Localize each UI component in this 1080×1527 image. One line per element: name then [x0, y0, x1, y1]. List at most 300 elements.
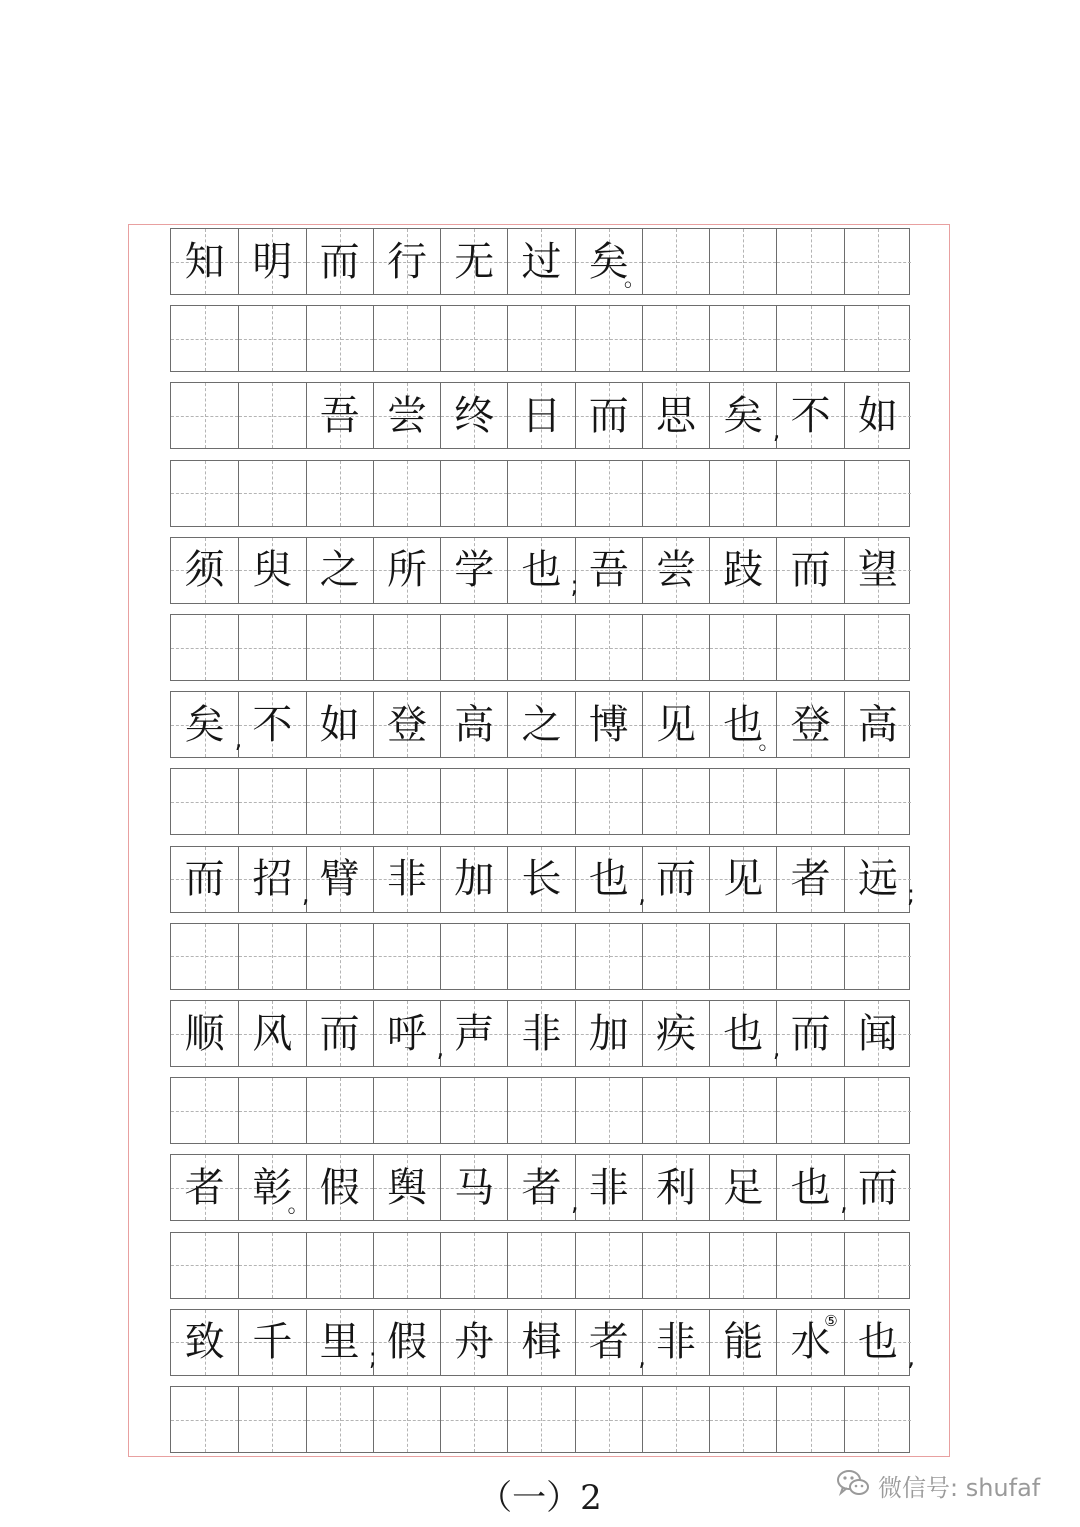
character-cell	[373, 229, 440, 294]
punctuation-mark: ,	[772, 416, 781, 445]
practice-cell	[776, 306, 843, 371]
character-cell	[575, 692, 642, 757]
punctuation-mark: ,	[301, 879, 310, 908]
practice-cell	[575, 1387, 642, 1452]
punctuation-mark: ,	[638, 1342, 646, 1371]
character-cell	[642, 1001, 709, 1066]
practice-cell	[238, 615, 305, 680]
character-cell	[642, 1155, 709, 1220]
character-cell	[306, 847, 373, 912]
character: 招	[252, 856, 293, 903]
character-cell	[642, 692, 709, 757]
practice-cell	[709, 306, 776, 371]
practice-cell	[776, 924, 843, 989]
character-cell	[642, 847, 709, 912]
punctuation-mark: ,	[570, 1188, 579, 1217]
watermark	[836, 1468, 1040, 1502]
character: 也	[857, 1319, 898, 1366]
character-cell	[776, 1001, 843, 1066]
character: 者	[521, 1164, 562, 1211]
character-cell	[642, 383, 709, 448]
character: 如	[319, 701, 360, 748]
character: 非	[521, 1010, 562, 1057]
character: 也	[588, 856, 629, 903]
punctuation-mark: 。	[758, 730, 781, 756]
character: 呼	[386, 1010, 427, 1057]
character	[171, 383, 238, 448]
character-cell	[575, 1310, 646, 1375]
character	[643, 229, 709, 294]
practice-cell	[776, 1078, 843, 1143]
character-cell	[507, 847, 574, 912]
punctuation-mark: ,	[638, 879, 646, 908]
character-cell	[306, 383, 373, 448]
character: 尝	[386, 392, 427, 439]
character-cell	[373, 538, 440, 603]
character	[710, 229, 776, 294]
character: 声	[454, 1010, 495, 1057]
character: 水	[790, 1319, 831, 1366]
character-cell	[776, 1155, 848, 1220]
character: 长	[521, 856, 562, 903]
character: 而	[319, 1010, 360, 1057]
character-cell	[171, 383, 238, 448]
character: 而	[319, 238, 360, 285]
character: 致	[184, 1319, 225, 1366]
practice-cell	[507, 1078, 574, 1143]
practice-cell	[709, 1387, 776, 1452]
character-cell	[440, 692, 507, 757]
character: 加	[588, 1010, 629, 1057]
character: 无	[454, 238, 495, 285]
practice-cell	[306, 924, 373, 989]
character: 登	[790, 701, 831, 748]
punctuation-mark: ,	[772, 1034, 781, 1062]
page-number: （一）2	[478, 1478, 602, 1518]
text-row	[170, 1154, 910, 1221]
character: 非	[386, 856, 427, 903]
character: 见	[723, 856, 764, 903]
character: 吾	[319, 392, 360, 439]
practice-cell	[709, 769, 776, 834]
practice-cell	[238, 461, 305, 526]
character-cell	[642, 538, 709, 603]
practice-cell	[507, 1233, 574, 1298]
character-cell	[575, 383, 642, 448]
practice-cell	[844, 769, 911, 834]
watermark-text: 微信号: shufaf	[878, 1473, 1041, 1502]
character: 假	[319, 1164, 360, 1211]
character-cell	[776, 538, 843, 603]
practice-cell	[575, 461, 642, 526]
character: 所	[386, 547, 427, 594]
practice-cell	[373, 924, 440, 989]
practice-cell	[440, 1233, 507, 1298]
footnote-marker: ⑤	[824, 1311, 838, 1330]
character: 利	[656, 1164, 697, 1211]
practice-cell	[171, 1387, 238, 1452]
punctuation-mark: ,	[234, 725, 243, 754]
character: 望	[857, 547, 898, 594]
character	[239, 383, 305, 448]
character: 而	[790, 1010, 831, 1057]
character-cell	[575, 1155, 642, 1220]
practice-cell	[709, 1233, 776, 1298]
character: 足	[723, 1164, 764, 1211]
practice-cell	[642, 1387, 709, 1452]
practice-cell	[373, 769, 440, 834]
character-cell	[238, 229, 305, 294]
character: 千	[252, 1319, 293, 1366]
character-cell	[507, 1001, 574, 1066]
character-cell	[306, 1310, 377, 1375]
practice-cell	[642, 306, 709, 371]
practice-cell	[440, 769, 507, 834]
character-cell	[507, 692, 574, 757]
character: 能	[723, 1319, 764, 1366]
character: 博	[588, 701, 629, 748]
character: 马	[454, 1164, 495, 1211]
practice-cell	[507, 615, 574, 680]
character-cell	[507, 1155, 579, 1220]
blank-practice-row	[170, 614, 910, 681]
character: 臾	[252, 547, 293, 594]
practice-cell	[440, 615, 507, 680]
character-cell	[776, 1310, 843, 1375]
character-cell	[171, 1001, 238, 1066]
character: 者	[184, 1164, 225, 1211]
practice-cell	[238, 306, 305, 371]
practice-cell	[507, 1387, 574, 1452]
practice-cell	[171, 1233, 238, 1298]
character-cell	[776, 692, 843, 757]
blank-practice-row	[170, 1386, 910, 1453]
character: 顺	[184, 1010, 225, 1057]
character-cell	[844, 1310, 915, 1375]
character-cell	[709, 538, 776, 603]
character-cell	[575, 538, 642, 603]
practice-cell	[776, 769, 843, 834]
character-cell	[709, 1310, 776, 1375]
character-cell	[844, 383, 911, 448]
character-cell	[171, 1155, 238, 1220]
character: 而	[184, 856, 225, 903]
character: 加	[454, 856, 495, 903]
character: 高	[454, 701, 495, 748]
character: 知	[184, 238, 225, 285]
character: 而	[656, 856, 697, 903]
character-cell	[844, 692, 911, 757]
character-cell	[844, 1155, 911, 1220]
character-cell	[709, 847, 776, 912]
character: 矣	[184, 701, 225, 748]
character-cell	[709, 1001, 781, 1066]
character: 矣	[723, 392, 764, 439]
blank-practice-row	[170, 1232, 910, 1299]
character-cell	[171, 1310, 238, 1375]
practice-cell	[844, 461, 911, 526]
practice-cell	[238, 1387, 305, 1452]
practice-cell	[306, 615, 373, 680]
blank-practice-row	[170, 305, 910, 372]
practice-cell	[373, 1078, 440, 1143]
character-cell	[373, 1155, 440, 1220]
practice-cell	[306, 769, 373, 834]
character: 而	[588, 392, 629, 439]
practice-cell	[642, 615, 709, 680]
character-cell	[709, 229, 776, 294]
character: 跂	[723, 547, 764, 594]
character: 吾	[588, 547, 629, 594]
character: 尝	[656, 547, 697, 594]
character-cell	[238, 847, 310, 912]
character: 而	[790, 547, 831, 594]
punctuation-mark: ,	[840, 1188, 848, 1217]
practice-cell	[642, 461, 709, 526]
character: 如	[857, 392, 898, 439]
character-cell	[373, 383, 440, 448]
character-cell	[507, 1310, 574, 1375]
character: 非	[588, 1164, 629, 1211]
practice-cell	[171, 924, 238, 989]
punctuation-mark: ,	[436, 1034, 445, 1062]
character-cell	[776, 229, 843, 294]
punctuation-mark: ;	[570, 570, 579, 599]
character-cell	[776, 847, 843, 912]
character: 彰	[252, 1164, 293, 1211]
character-cell	[844, 538, 911, 603]
character: 日	[521, 392, 562, 439]
character: 也	[723, 701, 764, 748]
character-cell	[306, 1001, 373, 1066]
character: 舆	[386, 1164, 427, 1211]
punctuation-mark: ;	[906, 879, 915, 908]
practice-cell	[709, 461, 776, 526]
practice-cell	[575, 1078, 642, 1143]
text-row	[170, 846, 915, 913]
practice-cell	[306, 1233, 373, 1298]
character-cell	[709, 383, 781, 448]
practice-cell	[776, 1233, 843, 1298]
character: 风	[252, 1010, 293, 1057]
practice-cell	[776, 461, 843, 526]
character-cell	[575, 229, 646, 294]
character-cell	[238, 383, 305, 448]
character: 学	[454, 547, 495, 594]
practice-cell	[642, 1078, 709, 1143]
practice-cell	[844, 615, 911, 680]
character-cell	[440, 383, 507, 448]
character: 里	[319, 1319, 360, 1366]
character-cell	[306, 538, 373, 603]
character-cell	[306, 229, 373, 294]
character-cell	[440, 1155, 507, 1220]
practice-cell	[306, 306, 373, 371]
character: 之	[319, 547, 360, 594]
practice-cell	[306, 1078, 373, 1143]
text-row	[170, 1000, 910, 1067]
blank-practice-row	[170, 460, 910, 527]
practice-cell	[238, 1078, 305, 1143]
practice-cell	[171, 1078, 238, 1143]
character: 行	[386, 238, 427, 285]
character-cell	[642, 1310, 709, 1375]
character: 假	[386, 1319, 427, 1366]
practice-cell	[575, 615, 642, 680]
character-cell	[642, 229, 709, 294]
character: 矣	[588, 238, 629, 285]
practice-cell	[373, 306, 440, 371]
practice-cell	[440, 306, 507, 371]
character-cell	[238, 692, 305, 757]
character: 终	[454, 392, 495, 439]
blank-practice-row	[170, 923, 910, 990]
character-cell	[171, 692, 243, 757]
character	[777, 229, 843, 294]
practice-cell	[844, 1078, 911, 1143]
character-cell	[507, 383, 574, 448]
character-cell	[709, 692, 781, 757]
character: 见	[656, 701, 697, 748]
practice-cell	[373, 461, 440, 526]
character-cell	[776, 383, 843, 448]
character: 过	[521, 238, 562, 285]
punctuation-mark: 。	[623, 267, 646, 292]
practice-cell	[709, 1078, 776, 1143]
practice-cell	[440, 1387, 507, 1452]
character: 臂	[319, 856, 360, 903]
text-row	[170, 1309, 915, 1376]
practice-cell	[642, 924, 709, 989]
practice-cell	[373, 615, 440, 680]
practice-cell	[507, 769, 574, 834]
practice-cell	[844, 1387, 911, 1452]
text-row	[170, 382, 910, 449]
character: 不	[252, 701, 293, 748]
character: 而	[857, 1164, 898, 1211]
practice-cell	[844, 1233, 911, 1298]
character-cell	[440, 229, 507, 294]
blank-practice-row	[170, 768, 910, 835]
character-cell	[373, 1001, 445, 1066]
character-cell	[844, 1001, 911, 1066]
practice-cell	[440, 1078, 507, 1143]
character-cell	[238, 1155, 310, 1220]
practice-cell	[171, 769, 238, 834]
text-row	[170, 537, 910, 604]
practice-cell	[575, 924, 642, 989]
practice-cell	[575, 1233, 642, 1298]
character-cell	[440, 1310, 507, 1375]
practice-cell	[844, 306, 911, 371]
character: 者	[790, 856, 831, 903]
character-cell	[306, 692, 373, 757]
practice-cell	[776, 1387, 843, 1452]
text-row	[170, 228, 910, 295]
character-cell	[171, 229, 238, 294]
practice-cell	[507, 306, 574, 371]
practice-cell	[575, 769, 642, 834]
practice-cell	[507, 924, 574, 989]
practice-cell	[238, 1233, 305, 1298]
practice-cell	[238, 769, 305, 834]
wechat-icon	[836, 1468, 870, 1502]
character: 登	[386, 701, 427, 748]
practice-cell	[373, 1387, 440, 1452]
practice-cell	[844, 924, 911, 989]
character-cell	[575, 847, 646, 912]
blank-practice-row	[170, 1077, 910, 1144]
character-cell	[171, 538, 238, 603]
character: 须	[184, 547, 225, 594]
character-cell	[440, 1001, 507, 1066]
character-cell	[238, 1001, 305, 1066]
practice-cell	[507, 461, 574, 526]
character	[845, 229, 911, 294]
punctuation-mark: ,	[907, 1342, 915, 1371]
practice-cell	[642, 1233, 709, 1298]
practice-cell	[776, 615, 843, 680]
character: 远	[857, 856, 898, 903]
character: 不	[790, 392, 831, 439]
practice-cell	[709, 924, 776, 989]
text-row	[170, 691, 910, 758]
character-cell	[844, 847, 915, 912]
character-cell	[373, 692, 440, 757]
practice-cell	[171, 306, 238, 371]
character-cell	[507, 538, 579, 603]
character-cell	[709, 1155, 776, 1220]
character-cell	[306, 1155, 373, 1220]
practice-cell	[575, 306, 642, 371]
practice-cell	[440, 461, 507, 526]
character: 楫	[521, 1319, 562, 1366]
practice-cell	[171, 615, 238, 680]
character: 疾	[656, 1010, 697, 1057]
practice-cell	[306, 1387, 373, 1452]
punctuation-mark: 。	[287, 1193, 310, 1219]
character: 非	[656, 1319, 697, 1366]
character: 高	[857, 701, 898, 748]
character-cell	[171, 847, 238, 912]
character-cell	[373, 1310, 440, 1375]
character: 闻	[857, 1010, 898, 1057]
character: 也	[521, 547, 562, 594]
practice-cell	[306, 461, 373, 526]
character: 明	[252, 238, 293, 285]
character-cell	[507, 229, 574, 294]
practice-cell	[440, 924, 507, 989]
character-cell	[844, 229, 911, 294]
character-cell	[238, 1310, 305, 1375]
character: 之	[521, 701, 562, 748]
character-cell	[238, 538, 305, 603]
character-cell	[575, 1001, 642, 1066]
character-cell	[440, 538, 507, 603]
practice-cell	[171, 461, 238, 526]
character-cell	[373, 847, 440, 912]
practice-cell	[709, 615, 776, 680]
character: 也	[723, 1010, 764, 1057]
practice-cell	[238, 924, 305, 989]
punctuation-mark: ;	[368, 1342, 377, 1371]
character-cell	[440, 847, 507, 912]
character: 者	[588, 1319, 629, 1366]
character: 舟	[454, 1319, 495, 1366]
character: 思	[656, 392, 697, 439]
practice-cell	[642, 769, 709, 834]
practice-cell	[373, 1233, 440, 1298]
